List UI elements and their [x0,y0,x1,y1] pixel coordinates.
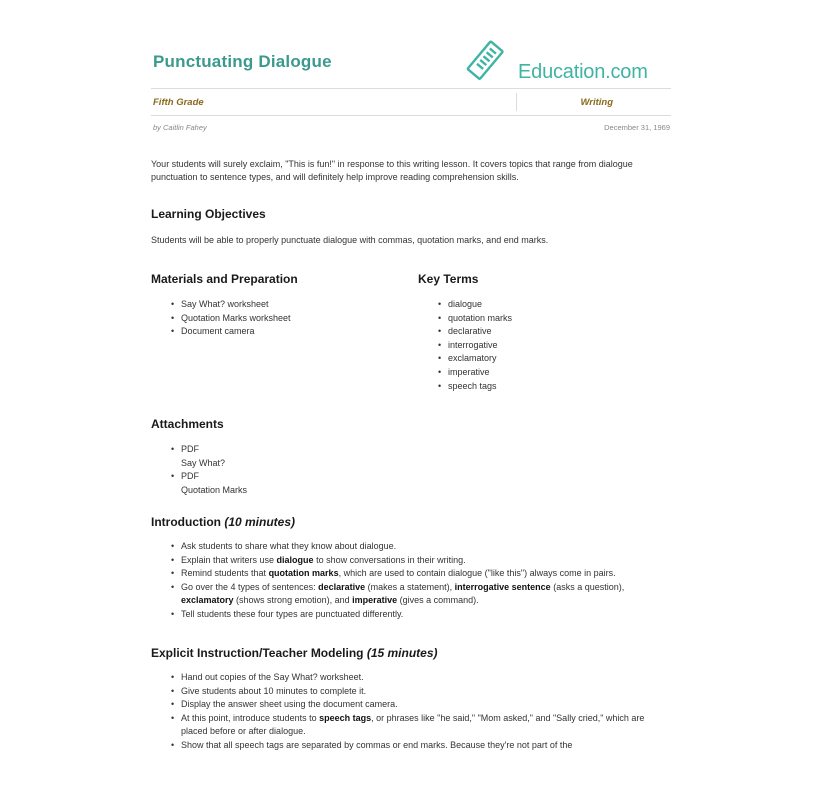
list-item: • imperative [438,366,638,380]
text-run: to show conversations in their writing. [313,554,466,565]
objectives-text: Students will be able to properly punctuate dialogue with commas, quotation marks, and end marks. [151,235,549,245]
heading-key-terms: Key Terms [418,272,479,286]
section-time: (10 minutes) [224,515,296,529]
text-run: (makes a statement), [365,581,455,592]
list-item [171,581,671,608]
text-run: Go over the 4 types of sentences: [181,581,319,592]
heading-explicit-instruction [151,646,438,660]
attachment-type: • PDF [181,444,199,454]
attachment-name[interactable]: Say What? [181,457,226,468]
text-run: Show that all speech tags are separated by commas or end marks. Because they're not part of the [181,739,573,750]
heading-introduction [151,515,295,529]
explicit-instruction-list [171,671,671,753]
text-run: Hand out copies of the Say What? worksheet. [181,672,364,682]
text-run: , which are used to contain dialogue ("like this") always come in pairs. [338,568,616,579]
key-term: dialogue [276,554,314,565]
text-run: Display the answer sheet using the document camera. [181,699,398,710]
introduction-list [171,540,671,622]
section-time: (15 minutes) [366,646,438,660]
list-item: • interrogative [438,339,638,353]
key-term: speech tags [319,712,372,723]
attachments-list [171,443,371,497]
section-title: Introduction [151,515,221,529]
page-title: Punctuating Dialogue [153,52,332,71]
attachment-type: • PDF [181,471,199,482]
list-item [171,567,671,581]
logo-text[interactable]: Education.com [518,61,648,83]
attachment-item[interactable] [171,443,371,470]
list-item [171,540,671,554]
text-run: Ask students to share what they know about dialogue. [181,541,397,551]
text-run: At this point, introduce students to [181,712,320,723]
key-term: interrogative sentence [454,581,551,592]
key-term: declarative [318,581,366,592]
list-item: • quotation marks [438,312,638,326]
text-run: , or phrases like "he said," "Mom asked," and "Sally cried," which are placed before or after dialogue. [181,712,645,737]
list-item: • declarative [438,325,638,339]
grade-label: Fifth Grade [153,97,204,108]
text-run: Remind students that [181,568,269,579]
intro-paragraph: Your students will surely exclaim, "This is fun!" in response to this writing lesson. It covers topics that range from dialogue punctuation to sentence types, and will definitely help improve reading comprehension skills. [151,159,633,182]
attachment-item[interactable] [171,470,371,497]
list-item: • dialogue [438,298,638,312]
list-item [171,712,671,739]
divider [516,93,517,111]
list-item: • exclamatory [438,352,638,366]
date-label: December 31, 1969 [604,123,670,132]
text-run: (gives a command). [397,595,479,606]
heading-learning-objectives: Learning Objectives [151,207,266,221]
list-item: • Document camera [171,325,401,339]
list-item [171,554,671,568]
list-item: • Say What? worksheet [171,298,401,312]
list-item [171,671,671,685]
author-byline: by Caitlin Fahey [153,123,207,132]
attachment-name[interactable]: Quotation Marks [181,484,248,495]
text-run: (asks a question), [550,581,625,592]
key-term: quotation marks [268,568,339,579]
list-item [171,685,671,699]
list-item [171,608,671,622]
divider [151,88,671,89]
list-item: • speech tags [438,380,638,394]
subject-label: Writing [580,97,613,108]
list-item [171,698,671,712]
section-title: Explicit Instruction/Teacher Modeling [151,646,364,660]
text-run: Give students about 10 minutes to complete it. [181,685,367,696]
heading-materials: Materials and Preparation [151,272,298,286]
text-run: Tell students these four types are punctuated differently. [181,608,404,619]
text-run: Explain that writers use [181,554,277,565]
heading-attachments: Attachments [151,417,224,431]
key-terms-list [438,298,638,393]
key-term: imperative [352,595,398,606]
materials-list [171,298,401,339]
list-item: • Quotation Marks worksheet [171,312,401,326]
text-run: (shows strong emotion), and [233,595,353,606]
key-term: exclamatory [181,595,234,606]
divider [151,115,671,116]
list-item [171,739,671,753]
